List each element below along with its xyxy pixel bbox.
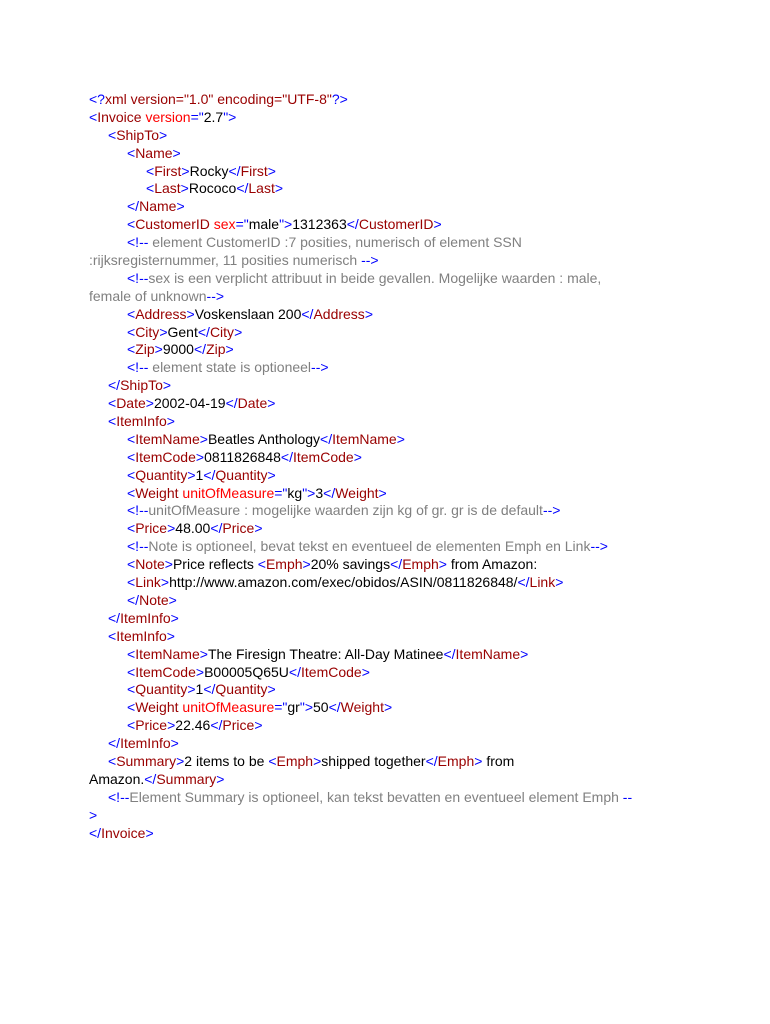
xml-bracket: </ xyxy=(108,377,121,394)
xml-text: Rocky xyxy=(189,162,229,179)
xml-bracket: > xyxy=(180,180,189,197)
xml-comment: female of unknown xyxy=(89,287,207,304)
xml-bracket: <? xyxy=(89,91,105,107)
code-line xyxy=(89,807,689,825)
xml-bracket: </ xyxy=(127,198,140,215)
xml-tag-name: Note xyxy=(139,591,169,608)
xml-bracket: > xyxy=(361,663,370,680)
xml-tag-name: ItemCode xyxy=(135,663,196,680)
xml-tag-name: First xyxy=(154,162,182,179)
xml-bracket: > xyxy=(176,752,185,769)
xml-tag-name: Summary xyxy=(116,752,177,769)
xml-bracket: --> xyxy=(590,538,608,555)
xml-text: 20% savings xyxy=(310,556,391,573)
xml-bracket: > xyxy=(438,556,447,573)
xml-tag-name: ItemCode xyxy=(301,663,362,680)
code-line xyxy=(89,180,689,198)
xml-tag-name: Link xyxy=(529,574,556,591)
xml-tag-name: ItemInfo xyxy=(116,413,167,430)
xml-text: 1312363 xyxy=(292,216,347,233)
code-line xyxy=(89,91,689,109)
code-line xyxy=(89,395,689,413)
xml-bracket: > xyxy=(216,770,225,787)
xml-document xyxy=(89,91,689,842)
xml-text: 48.00 xyxy=(175,520,211,537)
code-line xyxy=(89,127,689,145)
xml-bracket: > xyxy=(167,717,176,734)
xml-comment: :rijksregisternummer, 11 posities numerisch xyxy=(89,252,362,269)
xml-bracket: </ xyxy=(288,663,301,680)
xml-bracket: </ xyxy=(127,591,140,608)
xml-text: from Amazon: xyxy=(446,556,538,573)
xml-tag-name: Name xyxy=(139,198,177,215)
xml-tag-name: Link xyxy=(135,574,161,591)
code-line xyxy=(89,377,689,395)
xml-bracket: "> xyxy=(302,484,316,501)
xml-bracket: > xyxy=(186,305,195,322)
xml-text: 3 xyxy=(315,484,324,501)
xml-bracket: ?> xyxy=(331,91,348,107)
xml-tag-name: ItemInfo xyxy=(120,735,171,752)
xml-tag-name: ItemInfo xyxy=(120,609,171,626)
xml-bracket: =" xyxy=(235,216,249,233)
xml-bracket: < xyxy=(127,681,136,698)
code-line xyxy=(89,359,689,377)
xml-bracket: > xyxy=(378,484,387,501)
xml-bracket: > xyxy=(474,752,483,769)
code-line xyxy=(89,699,689,717)
xml-bracket: < xyxy=(127,663,136,680)
xml-bracket: < xyxy=(127,144,136,161)
code-line xyxy=(89,646,689,664)
xml-tag-name: Zip xyxy=(135,341,155,358)
xml-bracket: > xyxy=(225,341,234,358)
xml-tag-name: Date xyxy=(237,395,268,412)
xml-bracket: </ xyxy=(108,735,121,752)
xml-bracket: </ xyxy=(228,162,241,179)
xml-bracket: > xyxy=(160,574,170,591)
xml-text: 50 xyxy=(313,699,329,716)
xml-bracket: =" xyxy=(190,108,204,125)
xml-bracket: </ xyxy=(320,430,333,447)
xml-tag-name: Summary xyxy=(156,770,217,787)
xml-bracket: </ xyxy=(425,752,438,769)
code-line xyxy=(89,771,689,789)
xml-text: from xyxy=(482,752,515,769)
xml-bracket: > xyxy=(159,323,168,340)
xml-tag-name: ItemCode xyxy=(135,448,196,465)
xml-attribute: sex xyxy=(213,216,236,233)
xml-bracket: < xyxy=(127,556,136,573)
xml-bracket: > xyxy=(166,413,175,430)
code-line xyxy=(89,431,689,449)
xml-bracket: > xyxy=(199,645,208,662)
xml-tag-name: Quantity xyxy=(215,681,268,698)
xml-tag-name: Weight xyxy=(340,699,384,716)
xml-bracket: </ xyxy=(443,645,456,662)
xml-bracket: > xyxy=(162,377,172,394)
xml-comment: unitOfMeasure : mogelijke waarden zijn kg of gr. gr is de default xyxy=(148,502,543,519)
xml-bracket: =" xyxy=(274,484,288,501)
xml-tag-name: ItemCode xyxy=(292,448,354,465)
xml-bracket: <!-- xyxy=(127,234,149,251)
xml-bracket: > xyxy=(176,198,185,215)
xml-bracket: </ xyxy=(108,609,121,626)
xml-bracket: > xyxy=(154,341,163,358)
xml-bracket: </ xyxy=(346,216,359,233)
xml-text: 2 items to be xyxy=(184,752,269,769)
xml-bracket: > xyxy=(181,162,190,179)
xml-bracket: < xyxy=(127,466,136,483)
xml-tag-name: Weight xyxy=(135,484,179,501)
xml-bracket: > xyxy=(145,395,154,412)
xml-text: B00005Q65U xyxy=(204,663,289,680)
xml-tag-name: City xyxy=(209,323,235,340)
xml-bracket: < xyxy=(127,645,136,662)
code-line xyxy=(89,413,689,431)
xml-bracket: </ xyxy=(193,341,207,358)
xml-bracket: > xyxy=(267,162,276,179)
xml-bracket: <!-- xyxy=(127,359,149,376)
xml-tag-name: xml version="1.0" encoding="UTF-8" xyxy=(104,91,332,107)
code-line xyxy=(89,574,689,592)
xml-bracket: <!-- xyxy=(127,269,149,286)
xml-bracket: </ xyxy=(203,681,216,698)
xml-bracket: <!-- xyxy=(108,788,130,805)
xml-text: 9000 xyxy=(162,341,194,358)
code-line xyxy=(89,538,689,556)
xml-tag-name: Last xyxy=(248,180,275,197)
xml-bracket: "> xyxy=(299,699,313,716)
code-line xyxy=(89,789,689,807)
xml-text: kg xyxy=(287,484,303,501)
xml-tag-name: Address xyxy=(135,305,187,322)
xml-text: 2.7 xyxy=(203,108,224,125)
xml-tag-name: Invoice xyxy=(97,108,142,125)
xml-bracket: </ xyxy=(236,180,249,197)
xml-bracket: < xyxy=(108,627,117,644)
xml-bracket: > xyxy=(195,448,205,465)
xml-bracket: < xyxy=(127,216,136,233)
xml-bracket: > xyxy=(520,645,529,662)
xml-tag-name: Emph xyxy=(265,556,303,573)
xml-text: 2002-04-19 xyxy=(153,395,226,412)
xml-bracket: </ xyxy=(390,556,403,573)
xml-bracket: > xyxy=(433,216,442,233)
code-line xyxy=(89,234,689,252)
xml-bracket: > xyxy=(364,305,373,322)
xml-bracket: > xyxy=(168,591,177,608)
xml-tag-name: Emph xyxy=(402,556,439,573)
xml-bracket: > xyxy=(170,735,179,752)
xml-bracket: < xyxy=(127,305,136,322)
xml-tag-name: Emph xyxy=(437,752,475,769)
xml-bracket: > xyxy=(164,556,173,573)
xml-bracket: <!-- xyxy=(127,538,149,555)
xml-bracket: < xyxy=(108,413,117,430)
xml-bracket: < xyxy=(127,520,136,537)
code-line xyxy=(89,592,689,610)
xml-bracket: </ xyxy=(210,520,223,537)
xml-tag-name: Date xyxy=(116,395,146,412)
xml-tag-name: ShipTo xyxy=(116,126,159,143)
xml-tag-name: ShipTo xyxy=(120,377,163,394)
xml-bracket: > xyxy=(353,448,362,465)
xml-bracket: > xyxy=(274,180,284,197)
xml-tag-name: ItemName xyxy=(455,645,521,662)
xml-text: 1 xyxy=(195,681,204,698)
xml-bracket: </ xyxy=(517,574,530,591)
xml-bracket: > xyxy=(199,430,208,447)
code-line xyxy=(89,485,689,503)
code-line xyxy=(89,288,689,306)
xml-bracket: </ xyxy=(210,717,223,734)
xml-bracket: </ xyxy=(203,466,216,483)
xml-bracket: < xyxy=(108,395,117,412)
code-line xyxy=(89,610,689,628)
xml-text: shipped together xyxy=(321,752,426,769)
xml-bracket: </ xyxy=(280,448,293,465)
xml-attribute: unitOfMeasure xyxy=(182,484,275,501)
xml-bracket: > xyxy=(170,609,179,626)
xml-tag-name: Price xyxy=(135,520,168,537)
xml-bracket: < xyxy=(127,323,136,340)
code-line xyxy=(89,109,689,127)
code-line xyxy=(89,664,689,682)
code-line xyxy=(89,270,689,288)
xml-bracket: </ xyxy=(225,395,238,412)
xml-bracket: </ xyxy=(328,699,341,716)
xml-bracket: > xyxy=(313,752,322,769)
xml-bracket: < xyxy=(89,108,98,125)
xml-bracket: </ xyxy=(301,305,314,322)
code-line xyxy=(89,449,689,467)
xml-tag-name: CustomerID xyxy=(358,216,434,233)
xml-bracket: < xyxy=(127,717,136,734)
xml-bracket: -- xyxy=(622,788,633,805)
xml-bracket: < xyxy=(127,574,136,591)
xml-bracket: --> xyxy=(206,287,225,304)
xml-comment: element state is optioneel xyxy=(148,359,312,376)
xml-bracket: > xyxy=(172,144,181,161)
xml-bracket: > xyxy=(254,717,263,734)
xml-bracket: < xyxy=(108,752,117,769)
xml-bracket: </ xyxy=(89,824,102,841)
xml-bracket: > xyxy=(89,806,98,823)
xml-bracket: </ xyxy=(197,323,210,340)
xml-comment: Note is optioneel, bevat tekst en eventueel de elementen Emph en Link xyxy=(148,538,591,555)
xml-tag-name: Name xyxy=(135,144,173,161)
xml-bracket: --> xyxy=(311,359,329,376)
xml-tag-name: ItemInfo xyxy=(116,627,167,644)
xml-bracket: < xyxy=(146,180,155,197)
xml-attribute: unitOfMeasure xyxy=(182,699,275,716)
code-line xyxy=(89,216,689,234)
xml-bracket: --> xyxy=(542,502,561,519)
code-line xyxy=(89,163,689,181)
xml-bracket: > xyxy=(167,520,176,537)
xml-text: Amazon. xyxy=(89,770,145,787)
xml-tag-name: Last xyxy=(154,180,181,197)
xml-text: gr xyxy=(287,699,300,716)
xml-bracket: > xyxy=(145,824,154,841)
code-line xyxy=(89,324,689,342)
xml-bracket: < xyxy=(108,126,117,143)
code-line xyxy=(89,252,689,270)
xml-tag-name: Price xyxy=(222,717,255,734)
code-line xyxy=(89,145,689,163)
xml-tag-name: Quantity xyxy=(135,466,188,483)
xml-bracket: --> xyxy=(361,252,379,269)
xml-text: Price reflects xyxy=(172,556,258,573)
xml-bracket: < xyxy=(257,556,266,573)
code-line xyxy=(89,520,689,538)
xml-tag-name: Price xyxy=(135,717,168,734)
code-line xyxy=(89,502,689,520)
xml-comment: element CustomerID :7 posities, numerisch of element SSN xyxy=(148,234,522,251)
code-line xyxy=(89,306,689,324)
xml-bracket: > xyxy=(555,574,564,591)
xml-tag-name: Address xyxy=(313,305,365,322)
xml-text: 1 xyxy=(195,466,204,483)
xml-text: The Firesign Theatre: All-Day Matinee xyxy=(207,645,444,662)
xml-bracket: > xyxy=(166,627,175,644)
xml-tag-name: Quantity xyxy=(215,466,268,483)
code-line xyxy=(89,681,689,699)
xml-tag-name: First xyxy=(240,162,268,179)
xml-tag-name: City xyxy=(135,323,160,340)
xml-bracket: "> xyxy=(223,108,237,125)
xml-tag-name: Weight xyxy=(135,699,179,716)
xml-tag-name: Zip xyxy=(206,341,226,358)
xml-text: 22.46 xyxy=(175,717,211,734)
xml-tag-name: ItemName xyxy=(135,645,200,662)
code-line xyxy=(89,467,689,485)
xml-tag-name: ItemName xyxy=(135,430,200,447)
xml-bracket: < xyxy=(127,484,136,501)
xml-bracket: > xyxy=(267,466,276,483)
xml-bracket: > xyxy=(159,126,168,143)
xml-tag-name: Price xyxy=(222,520,255,537)
xml-bracket: > xyxy=(383,699,393,716)
xml-text: http://www.amazon.com/exec/obidos/ASIN/0811826848/ xyxy=(169,574,518,591)
xml-tag-name: CustomerID xyxy=(135,216,210,233)
xml-bracket: =" xyxy=(274,699,288,716)
xml-text: Rococo xyxy=(188,180,237,197)
xml-tag-name: Emph xyxy=(276,752,314,769)
xml-bracket: > xyxy=(267,395,276,412)
xml-comment: Element Summary is optioneel, kan tekst bevatten en eventueel element Emph xyxy=(129,788,623,805)
xml-bracket: > xyxy=(187,681,196,698)
xml-bracket: </ xyxy=(323,484,336,501)
xml-attribute: version xyxy=(145,108,191,125)
xml-bracket: </ xyxy=(144,770,157,787)
xml-comment: sex is een verplicht attribuut in beide gevallen. Mogelijke waarden : male, xyxy=(148,269,602,286)
code-line xyxy=(89,735,689,753)
xml-bracket: < xyxy=(127,341,136,358)
xml-bracket: < xyxy=(146,162,155,179)
code-line xyxy=(89,753,689,771)
xml-tag-name: Weight xyxy=(335,484,379,501)
xml-bracket: "> xyxy=(279,216,293,233)
code-line xyxy=(89,825,689,843)
xml-tag-name: Invoice xyxy=(101,824,146,841)
code-line xyxy=(89,341,689,359)
xml-bracket: < xyxy=(127,448,136,465)
xml-text: Beatles Anthology xyxy=(207,430,321,447)
xml-text: Voskenslaan 200 xyxy=(194,305,302,322)
code-line xyxy=(89,628,689,646)
xml-tag-name: ItemName xyxy=(332,430,397,447)
xml-bracket: > xyxy=(254,520,263,537)
xml-text: male xyxy=(248,216,280,233)
xml-bracket: > xyxy=(267,681,276,698)
xml-bracket: > xyxy=(396,430,405,447)
code-line xyxy=(89,717,689,735)
code-line xyxy=(89,556,689,574)
xml-tag-name: Quantity xyxy=(135,681,188,698)
xml-bracket: > xyxy=(234,323,243,340)
xml-bracket: <!-- xyxy=(127,502,149,519)
xml-bracket: < xyxy=(127,430,136,447)
xml-bracket: > xyxy=(195,663,205,680)
code-line xyxy=(89,198,689,216)
xml-tag-name: Note xyxy=(135,556,165,573)
xml-text: Gent xyxy=(167,323,198,340)
xml-bracket: < xyxy=(268,752,277,769)
xml-bracket: > xyxy=(302,556,311,573)
xml-bracket: < xyxy=(127,699,136,716)
xml-bracket: > xyxy=(187,466,196,483)
xml-text: 0811826848 xyxy=(204,448,281,465)
